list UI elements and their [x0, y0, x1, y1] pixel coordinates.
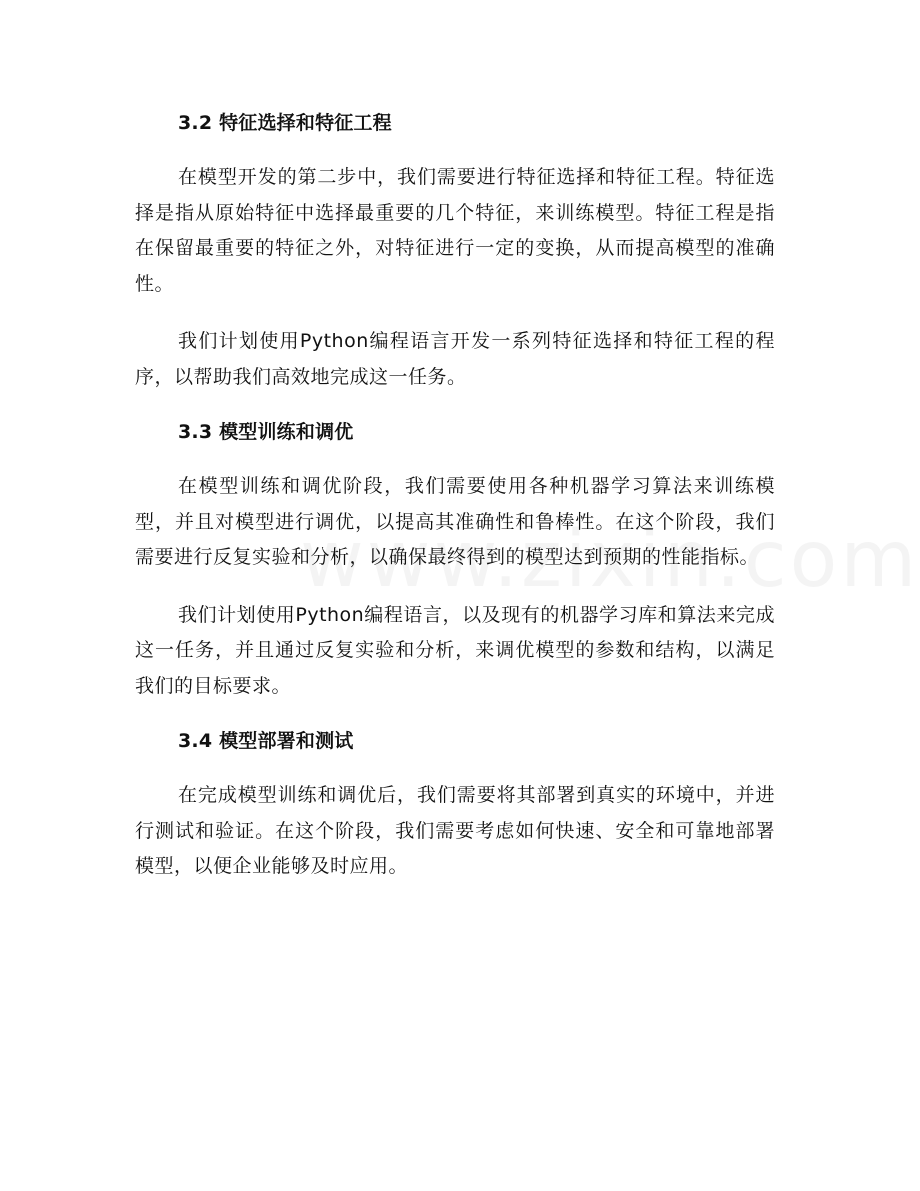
section-heading: 3.3 模型训练和调优: [178, 421, 354, 443]
section-3-3: [135, 417, 775, 704]
section-heading: 3.2 特征选择和特征工程: [178, 112, 392, 134]
section-heading: 3.4 模型部署和测试: [178, 730, 354, 752]
section-3-4: [135, 726, 775, 885]
document-body: [135, 108, 775, 907]
paragraph: 我们计划使用Python编程语言，以及现有的机器学习库和算法来完成这一任务，并且通过反复实验和分析，来调优模型的参数和结构，以满足我们的目标要求。: [135, 603, 775, 697]
paragraph: 在完成模型训练和调优后，我们需要将其部署到真实的环境中，并进行测试和验证。在这个阶段，我们需要考虑如何快速、安全和可靠地部署模型，以便企业能够及时应用。: [135, 784, 775, 877]
section-3-2: [135, 108, 775, 395]
paragraph: 在模型开发的第二步中，我们需要进行特征选择和特征工程。特征选择是指从原始特征中选择最重要的几个特征，来训练模型。特征工程是指在保留最重要的特征之外，对特征进行一定的变换，从而提高模型的准确性。: [135, 166, 775, 295]
paragraph: 在模型训练和调优阶段，我们需要使用各种机器学习算法来训练模型，并且对模型进行调优，以提高其准确性和鲁棒性。在这个阶段，我们需要进行反复实验和分析，以确保最终得到的模型达到预期的性能指标。: [135, 475, 775, 568]
paragraph: 我们计划使用Python编程语言开发一系列特征选择和特征工程的程序，以帮助我们高效地完成这一任务。: [135, 330, 775, 388]
